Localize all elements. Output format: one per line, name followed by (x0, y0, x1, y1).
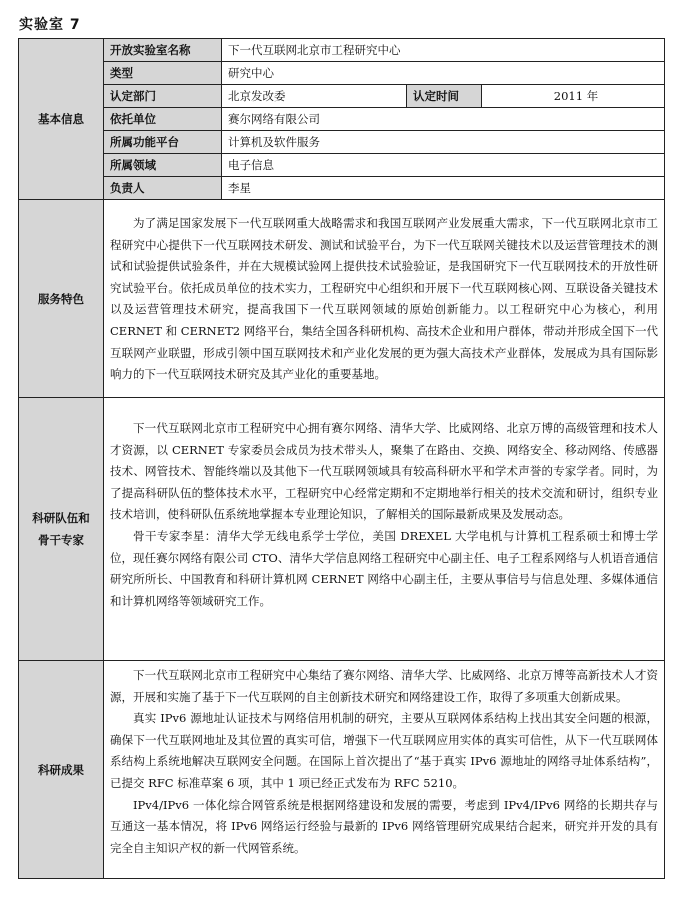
section-label-results: 科研成果 (19, 661, 104, 879)
results-paragraph: 下一代互联网北京市工程研究中心集结了赛尔网络、清华大学、比威网络、北京万博等高新技术人才资源，开展和实施了基于下一代互联网的自主创新技术研究和网络建设工作，取得了多项重大创新成果。 (110, 668, 659, 704)
label-type: 类型 (104, 62, 222, 85)
label-host-unit: 依托单位 (104, 108, 222, 131)
section-label-team-line1: 科研队伍和 (32, 511, 90, 525)
page-title: 实验室 7 (19, 17, 81, 33)
service-text (104, 200, 665, 398)
team-text (104, 398, 665, 661)
value-accreditation-dept: 北京发改委 (222, 85, 407, 108)
value-lab-name: 下一代互联网北京市工程研究中心 (222, 39, 665, 62)
section-label-team (19, 398, 104, 661)
label-lab-name: 开放实验室名称 (104, 39, 222, 62)
lab-info-table (18, 38, 665, 879)
results-paragraph: IPv4/IPv6 一体化综合网管系统是根据网络建设和发展的需要，考虑到 IPv4/IPv6 网络的长期共存与互通这一基本情况，将 IPv6 网络运行经验与最新的 IPv6 网络管理研究成果结合起来，研究并开发的具有完全自主知识产权的新一代网管系统。 (110, 797, 659, 855)
section-label-team-line2: 骨干专家 (38, 533, 84, 547)
value-function-platform: 计算机及软件服务 (222, 131, 665, 154)
value-accreditation-time: 2011 年 (482, 85, 665, 108)
table-row (19, 62, 665, 85)
table-row (19, 108, 665, 131)
table-row (19, 398, 665, 661)
table-row (19, 177, 665, 200)
value-director: 李星 (222, 177, 665, 200)
label-field: 所属领域 (104, 154, 222, 177)
team-paragraph: 骨干专家李星：清华大学无线电系学士学位，美国 DREXEL 大学电机与计算机工程系硕士和博士学位，现任赛尔网络有限公司 CTO、清华大学信息网络工程研究中心副主任、电子工程系网络与人机语音通信研究所所长、中国教育和科研计算机网 CERNET 网络中心副主任，主要从事信号与信息处理、多媒体通信和计算机网络等领域研究工作。 (110, 528, 659, 608)
team-paragraph: 下一代互联网北京市工程研究中心拥有赛尔网络、清华大学、比威网络、北京万博的高级管理和技术人才资源，以 CERNET 专家委员会成员为技术带头人，聚集了在路由、交换、网络安全、移动网络、传感器技术、网管技术、智能终端以及其他下一代互联网领域具有较高科研水平和学术声誉的专家学者。同时，为了提高科研队伍的整体技术水平，工程研究中心经常定期和不定期地举行相关的技术交流和研讨，组织专业技术培训，使科研队伍系统地掌握本专业理论知识，了解相关的国际最新成果及发展动态。 (110, 421, 659, 522)
table-row (19, 661, 665, 879)
table-row (19, 85, 665, 108)
table-row (19, 200, 665, 398)
value-field: 电子信息 (222, 154, 665, 177)
section-label-service: 服务特色 (19, 200, 104, 398)
section-label-basic-info: 基本信息 (19, 39, 104, 200)
value-type: 研究中心 (222, 62, 665, 85)
table-row (19, 154, 665, 177)
label-accreditation-time: 认定时间 (407, 85, 482, 108)
value-host-unit: 赛尔网络有限公司 (222, 108, 665, 131)
table-row (19, 39, 665, 62)
results-text (104, 661, 665, 879)
label-accreditation-dept: 认定部门 (104, 85, 222, 108)
service-paragraph: 为了满足国家发展下一代互联网重大战略需求和我国互联网产业发展重大需求，下一代互联网北京市工程研究中心提供下一代互联网技术研发、测试和试验平台，为下一代互联网关键技术以及运营管理技术的测试和试验提供试验条件，并在大规模试验网上提供技术试验验证，是我国研究下一代互联网技术的开放性研究试验平台。依托成员单位的技术实力，工程研究中心组织和开展下一代互联网核心网、互联设备关键技术以及运营管理技术研究，提高我国下一代互联网领域的原始创新能力。以工程研究中心为核心，利用 CERNET 和 CERNET2 网络平台，集结全国各科研机构、高技术企业和用户群体，带动并形成全国下一代互联网产业联盟，形成引领中国互联网技术和产业化发展的更为强大高技术产业群体，发展成为具有国际影响力的下一代互联网技术研究及其产业化的重要基地。 (110, 216, 659, 382)
results-paragraph: 真实 IPv6 源地址认证技术与网络信用机制的研究，主要从互联网体系结构上找出其安全问题的根源，确保下一代互联网地址及其位置的真实可信，增强下一代互联网应用实体的真实可信性，从下一代互联网体系结构上系统地解决互联网安全问题。在国际上首次提出了“基于真实 IPv6 源地址的网络寻址体系结构”，已提交 RFC 标准草案 6 项，其中 1 项已经正式发布为 RFC 5210。 (110, 711, 659, 790)
label-function-platform: 所属功能平台 (104, 131, 222, 154)
label-director: 负责人 (104, 177, 222, 200)
table-row (19, 131, 665, 154)
